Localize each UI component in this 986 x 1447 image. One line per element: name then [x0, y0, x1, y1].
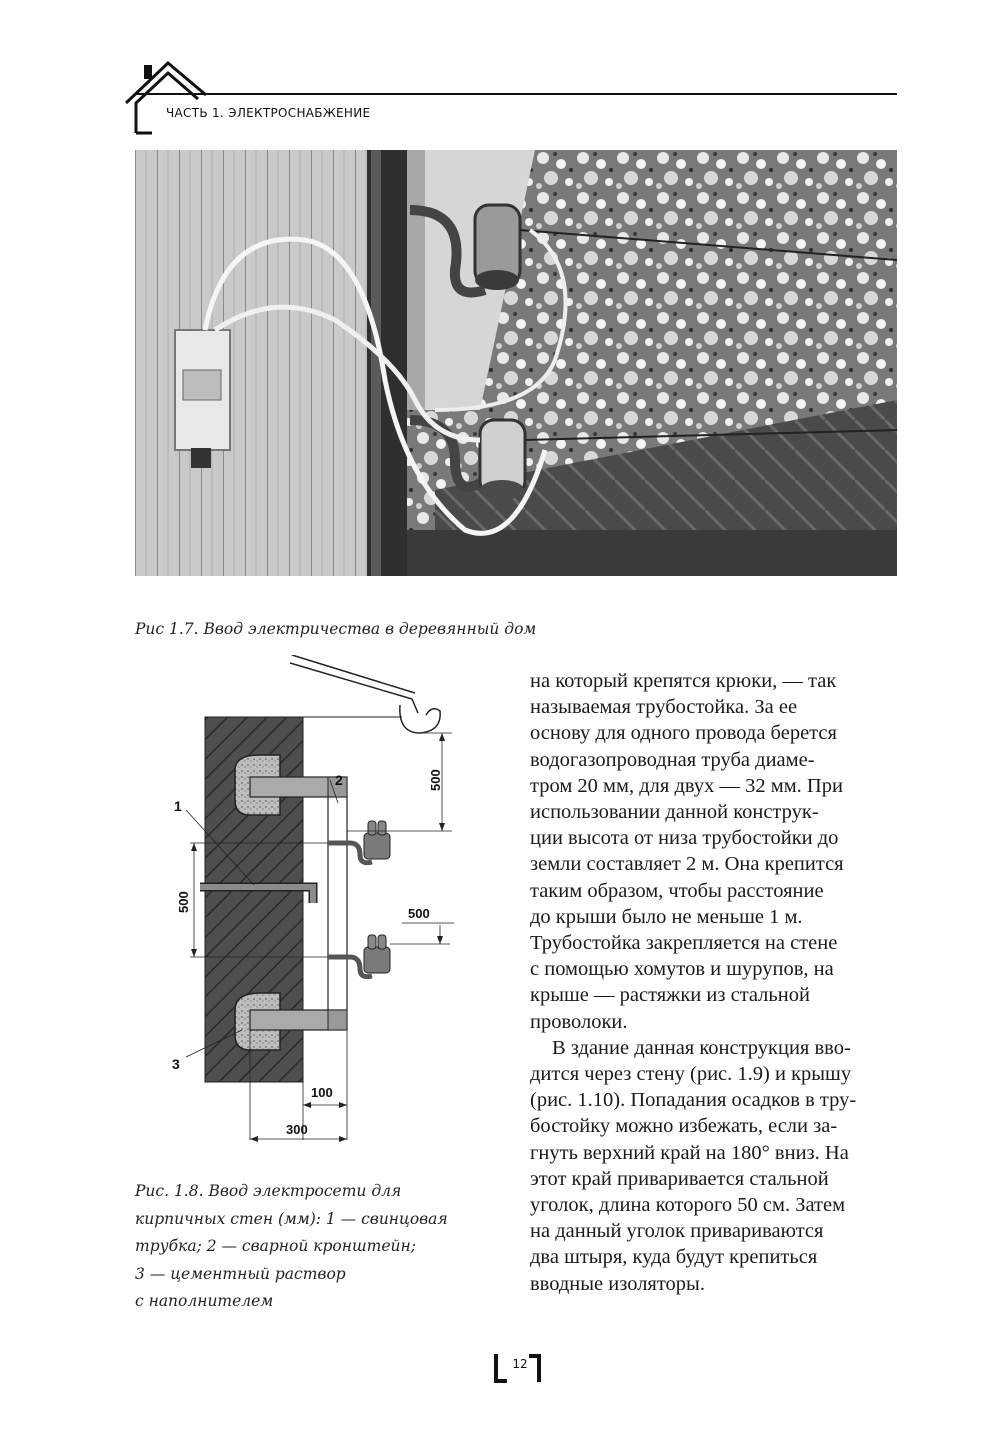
diagram-label-part-3: 3 — [172, 1056, 180, 1072]
diagram-dim-300: 300 — [286, 1122, 308, 1137]
figure-1-8-caption — [135, 1178, 480, 1316]
text-line: этот край приваривается стальной — [530, 1167, 829, 1190]
header-rule — [136, 93, 897, 95]
text-line: таким образом, чтобы расстояние — [530, 879, 824, 902]
page-number: 12 — [512, 1357, 528, 1371]
text-line: (рис. 1.10). Попадания осадков в тру- — [530, 1089, 857, 1112]
text-line: проволоки. — [530, 1010, 628, 1033]
text-line: использовании данной конструк- — [530, 801, 819, 824]
diagram-dim-100: 100 — [311, 1085, 333, 1100]
text-line: вводные изоляторы. — [530, 1272, 705, 1295]
diagram-dim-left: 500 — [176, 891, 191, 913]
body-text — [530, 668, 892, 1297]
figure-1-7-caption: Рис 1.7. Ввод электричества в деревянный дом — [135, 620, 537, 638]
diagram-label-part-1: 1 — [174, 798, 182, 814]
text-line: называемая трубостойка. За ее — [530, 696, 798, 719]
figure-1-8-caption-line: кирпичных стен (мм): 1 — свинцовая — [135, 1209, 448, 1228]
text-line: водогазопроводная труба диаме- — [530, 748, 815, 771]
diagram-dim-right: 500 — [408, 906, 430, 921]
text-line: земли составляет 2 м. Она крепится — [530, 853, 844, 876]
text-line: Трубостойка закрепляется на стене — [530, 932, 838, 955]
text-line: В здание данная конструкция вво- — [552, 1036, 851, 1059]
figure-1-8-caption-line: Рис. 1.8. Ввод электросети для — [135, 1182, 402, 1200]
text-line: на который крепятся крюки, — так — [530, 670, 837, 692]
text-line: с помощью хомутов и шурупов, на — [530, 958, 834, 981]
figure-1-8-caption-line: с наполнителем — [135, 1292, 274, 1310]
text-line: гнуть верхний край на 180° вниз. На — [530, 1141, 849, 1164]
paragraph-2 — [530, 1035, 892, 1297]
section-title: ЧАСТЬ 1. ЭЛЕКТРОСНАБЖЕНИЕ — [166, 106, 371, 120]
text-line: основу для одного провода берется — [530, 722, 837, 745]
paragraph-1 — [530, 668, 892, 1035]
text-line: ции высота от низа трубостойки до — [530, 827, 839, 850]
house-logo-icon — [122, 55, 212, 135]
text-line: на данный уголок привариваются — [530, 1220, 824, 1243]
text-line: тром 20 мм, для двух — 32 мм. При — [530, 774, 843, 797]
figure-1-8-caption-line: трубка; 2 — сварной кронштейн; — [135, 1237, 416, 1255]
text-line: дится через стену (рис. 1.9) и крышу — [530, 1063, 852, 1086]
text-line: крыше — растяжки из стальной — [530, 984, 810, 1007]
diagram-dim-top: 500 — [428, 769, 443, 791]
text-line: два штыря, куда будут крепиться — [530, 1246, 818, 1269]
text-line: уголок, длина которого 50 см. Затем — [530, 1194, 846, 1217]
figure-1-8-caption-line: 3 — цементный раствор — [135, 1264, 346, 1283]
figure-1-8-diagram — [150, 655, 490, 1155]
diagram-label-part-2: 2 — [335, 772, 343, 788]
figure-1-7-photo — [135, 150, 897, 576]
text-line: до крыши было не меньше 1 м. — [530, 905, 803, 928]
text-line: бостойку можно избежать, если за- — [530, 1115, 838, 1138]
